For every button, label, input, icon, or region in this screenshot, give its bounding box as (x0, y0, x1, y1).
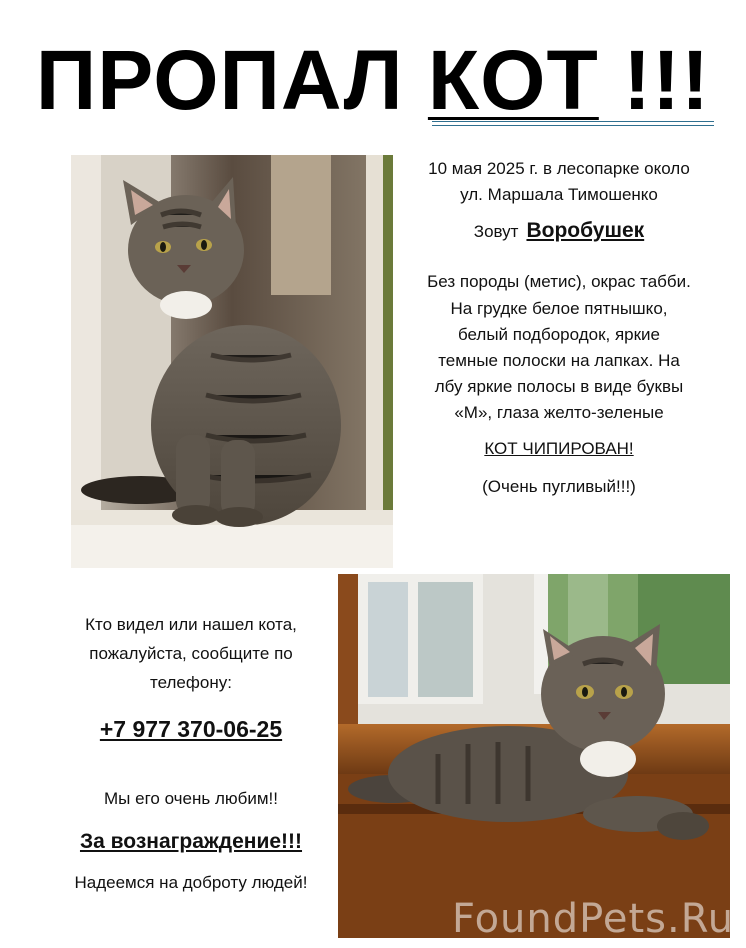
desc-line-4: темные полоски на лапках. На (438, 351, 680, 370)
phone-number: +7 977 370-06-25 (99, 716, 283, 742)
contact-line-2: пожалуйста, сообщите по (89, 644, 293, 663)
reward-line: За вознаграждение!!! (79, 830, 303, 853)
love-line: Мы его очень любим!! (104, 789, 278, 808)
contact-line-1: Кто видел или нашел кота, (85, 615, 297, 634)
cat-photo-sitting (71, 155, 393, 568)
desc-line-2: На грудке белое пятнышко, (450, 299, 668, 318)
name-line (400, 218, 718, 245)
date-place-line-1: 10 мая 2025 г. в лесопарке около (428, 159, 690, 178)
title-divider (432, 121, 714, 126)
desc-line-3: белый подбородок, яркие (457, 325, 661, 344)
contact-info (50, 610, 332, 897)
title-exclaim: !!! (598, 33, 711, 127)
cat-description (400, 156, 718, 500)
desc-line-5: лбу яркие полосы в виде буквы (434, 377, 684, 396)
title-cat: КОТ (427, 33, 599, 127)
date-place-line-2: ул. Маршала Тимошенко (460, 185, 658, 204)
desc-line-1: Без породы (метис), окрас табби. (427, 272, 691, 291)
desc-line-6: «М», глаза желто-зеленые (454, 403, 664, 422)
shy-notice: (Очень пугливый!!!) (482, 477, 636, 496)
title-lost: ПРОПАЛ (35, 33, 428, 127)
chipped-notice: КОТ ЧИПИРОВАН! (484, 439, 634, 458)
name-label: Зовут (473, 222, 519, 241)
page-title (0, 30, 746, 130)
hope-line: Надеемся на доброту людей! (74, 873, 308, 892)
watermark: FoundPets.Ru (452, 896, 735, 942)
contact-line-3: телефону: (150, 673, 232, 692)
cat-name: Воробушек (526, 219, 645, 242)
cat-photo-lying (338, 574, 730, 938)
